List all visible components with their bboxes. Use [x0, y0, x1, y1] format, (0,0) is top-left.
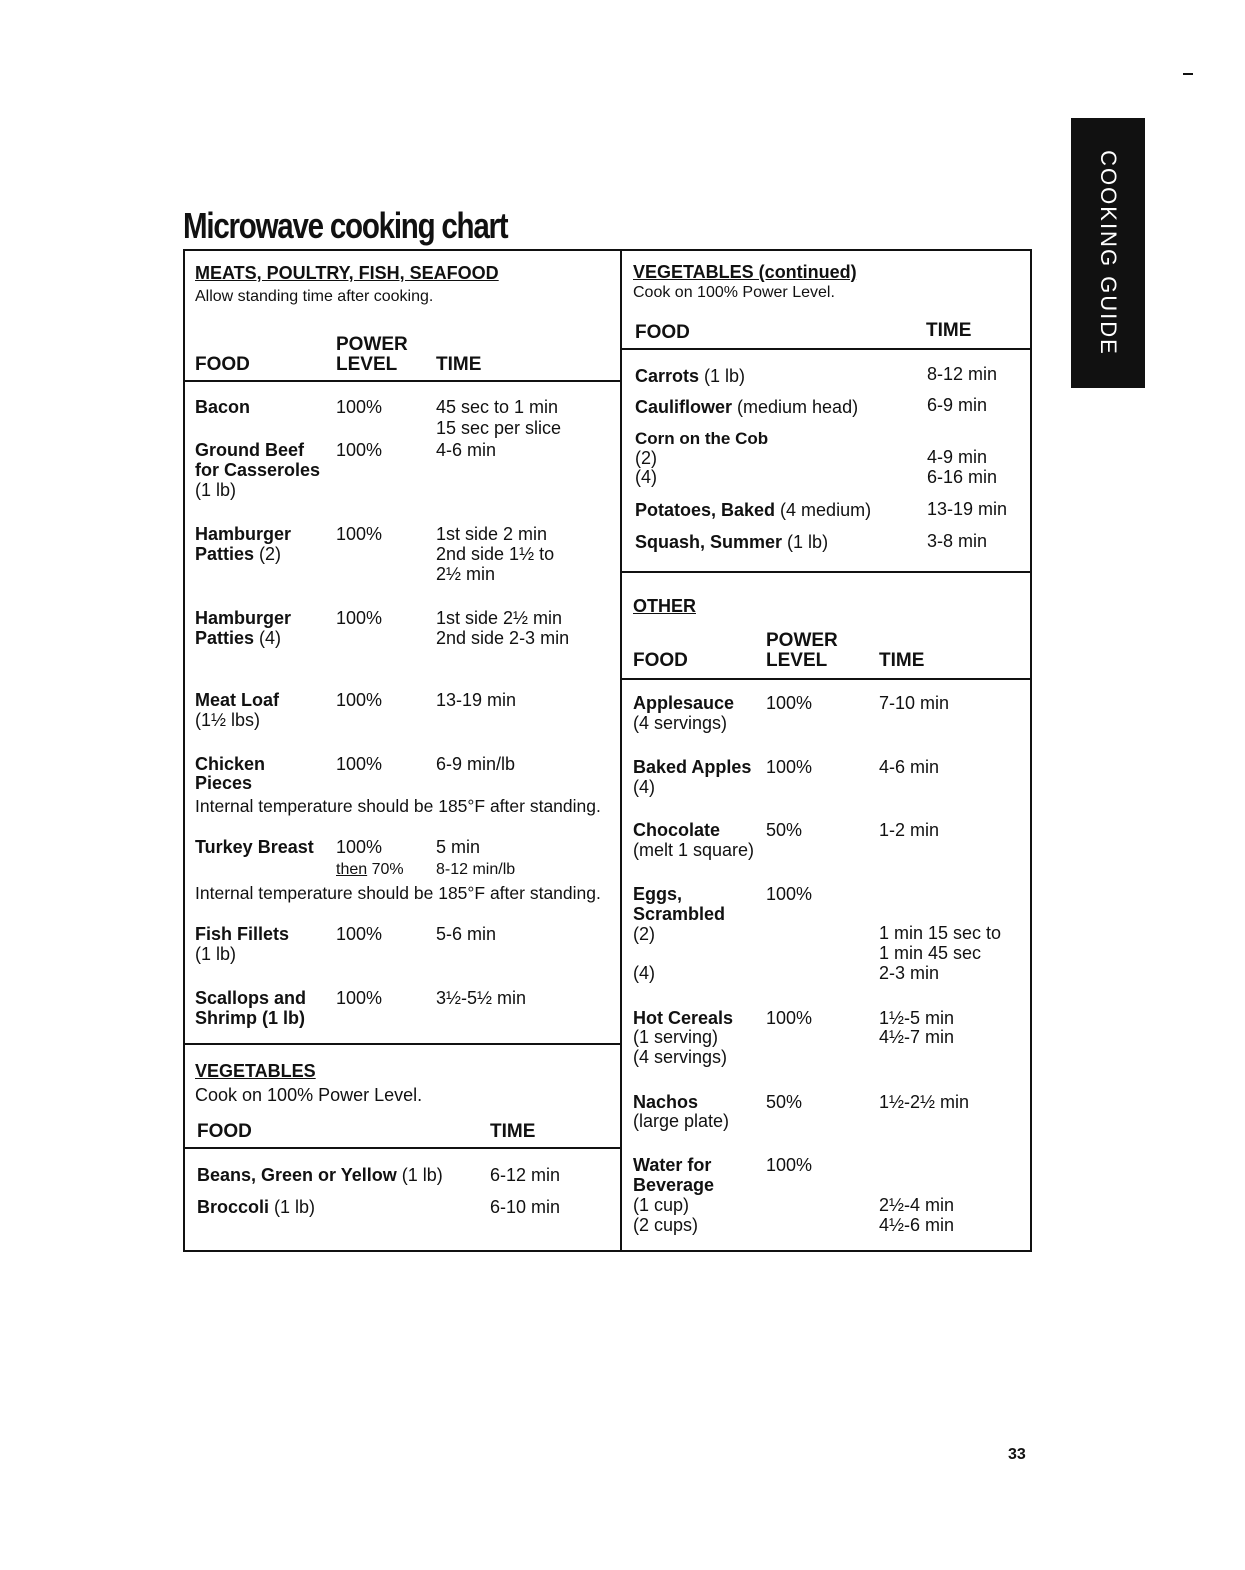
cook-time: 6-10 min: [490, 1197, 561, 1217]
cook-time: 2nd side 2-3 min: [436, 628, 570, 648]
food-name: Beverage: [633, 1175, 715, 1195]
cook-time: 1st side 2 min: [436, 524, 548, 544]
food-name: Carrots: [635, 366, 700, 386]
food-name: Bacon: [195, 397, 251, 417]
veg-cont-header-food: FOOD: [635, 322, 690, 343]
food-qty: (4 servings): [633, 713, 728, 733]
cook-time: 3½-5½ min: [436, 988, 527, 1008]
food-name: Scallops and: [195, 988, 307, 1008]
food-qty: (1 lb): [699, 366, 746, 386]
food-qty: (2 cups): [633, 1215, 699, 1235]
vegetables-header-rule: [183, 1147, 622, 1149]
other-heading: OTHER: [633, 596, 696, 616]
power-level: 50%: [766, 1092, 803, 1112]
meats-note: Allow standing time after cooking.: [195, 288, 434, 305]
food-name: Hamburger: [195, 524, 292, 544]
power-level: 100%: [766, 884, 813, 904]
cook-time: 1-2 min: [879, 820, 940, 840]
cook-time: 2½ min: [436, 564, 496, 584]
temperature-note: Internal temperature should be 185°F after standing.: [195, 796, 601, 816]
frame-right: [1030, 249, 1032, 1252]
cook-time: 15 sec per slice: [436, 418, 562, 438]
food-qty: (2): [633, 924, 655, 944]
food-name: Broccoli: [197, 1197, 270, 1217]
food-name: Beans, Green or Yellow: [197, 1165, 397, 1185]
cook-time: 4-9 min: [927, 447, 988, 467]
cook-time: 5-6 min: [436, 924, 497, 944]
cook-time: 8-12 min: [927, 364, 998, 384]
power-level: 100%: [336, 524, 383, 544]
food-qty: (4 servings): [633, 1047, 728, 1067]
food-name: Cauliflower: [635, 397, 733, 417]
cook-time: 4-6 min: [879, 757, 940, 777]
food-qty: (large plate): [633, 1111, 730, 1131]
food-name: Potatoes, Baked: [635, 500, 776, 520]
other-header-level: LEVEL: [766, 650, 828, 671]
food-name: Shrimp (1 lb): [195, 1008, 306, 1028]
food-qty: (4): [635, 467, 657, 487]
power-level: 100%: [766, 1008, 813, 1028]
cook-time: 6-16 min: [927, 467, 998, 487]
power-level: 100%: [336, 440, 383, 460]
food-name: Patties: [195, 628, 255, 648]
cook-time: 1 min 15 sec to: [879, 923, 1002, 943]
vegetables-header-food: FOOD: [197, 1121, 252, 1142]
power-level: 100%: [766, 757, 813, 777]
meats-header-food: FOOD: [195, 354, 250, 375]
other-header-time: TIME: [879, 650, 925, 671]
food-qty: (1 lb): [195, 480, 237, 500]
food-name: Nachos: [633, 1092, 699, 1112]
food-name: Baked Apples: [633, 757, 752, 777]
cook-time: 1½-5 min: [879, 1008, 955, 1028]
food-name: for Casseroles: [195, 460, 321, 480]
other-header-food: FOOD: [633, 650, 688, 671]
cook-time: 13-19 min: [436, 690, 517, 710]
food-qty: (2): [635, 448, 657, 468]
other-top-rule: [620, 571, 1032, 573]
page-title: Microwave cooking chart: [183, 205, 508, 246]
cook-time: 6-12 min: [490, 1165, 561, 1185]
food-name: Scrambled: [633, 904, 726, 924]
food-qty: (1 lb): [782, 532, 829, 552]
power-level: 50%: [766, 820, 803, 840]
food-name: Chocolate: [633, 820, 721, 840]
food-qty: (melt 1 square): [633, 840, 755, 860]
food-qty: (4): [259, 628, 282, 648]
cook-time: 4-6 min: [436, 440, 497, 460]
power-level: 100%: [336, 608, 383, 628]
food-name: Chicken: [195, 754, 266, 774]
power-level: 100%: [336, 754, 383, 774]
frame-center: [620, 249, 622, 1252]
meats-heading: MEATS, POULTRY, FISH, SEAFOOD: [195, 263, 499, 283]
cook-time: 5 min: [436, 837, 481, 857]
meats-header-rule: [183, 380, 622, 382]
food-qty: (1 cup): [633, 1195, 690, 1215]
frame-left: [183, 249, 185, 1252]
frame-top: [183, 249, 1032, 251]
food-qty: (4): [633, 963, 655, 983]
food-name: Turkey Breast: [195, 837, 314, 857]
cook-time: 4½-6 min: [879, 1215, 955, 1235]
cook-time: 13-19 min: [927, 499, 1008, 519]
cook-time: 1st side 2½ min: [436, 608, 563, 628]
cook-time: 3-8 min: [927, 531, 988, 551]
power-level: 100%: [766, 1155, 813, 1175]
vegetables-heading: VEGETABLES: [195, 1061, 316, 1081]
cook-time: 2-3 min: [879, 963, 940, 983]
cook-time: 8-12 min/lb: [436, 861, 516, 878]
cook-time: 6-9 min: [927, 395, 988, 415]
food-qty: (1½ lbs): [195, 710, 261, 730]
temperature-note: Internal temperature should be 185°F after standing.: [195, 883, 601, 903]
power-level: 100%: [766, 693, 813, 713]
vegetables-top-rule: [183, 1043, 622, 1045]
cook-time: 1½-2½ min: [879, 1092, 970, 1112]
veg-cont-header-rule: [620, 348, 1032, 350]
food-name: Fish Fillets: [195, 924, 290, 944]
food-qty: (4 medium): [775, 500, 872, 520]
food-qty: (medium head): [732, 397, 859, 417]
food-name: Corn on the Cob: [635, 429, 769, 448]
frame-bottom: [183, 1250, 1032, 1252]
food-name: Squash, Summer: [635, 532, 783, 552]
vegetables-note: Cook on 100% Power Level.: [195, 1085, 423, 1105]
page-mark: [1183, 73, 1193, 75]
meats-header-power: POWER: [336, 334, 408, 355]
power-level: 100%: [336, 837, 383, 857]
food-name: Eggs,: [633, 884, 683, 904]
cook-time: 45 sec to 1 min: [436, 397, 559, 417]
cook-time: 7-10 min: [879, 693, 950, 713]
cook-time: 2½-4 min: [879, 1195, 955, 1215]
food-name: Water for: [633, 1155, 712, 1175]
power-level: 100%: [336, 690, 383, 710]
food-name: Ground Beef: [195, 440, 305, 460]
cook-time: 4½-7 min: [879, 1027, 955, 1047]
cook-time: 2nd side 1½ to: [436, 544, 555, 564]
food-qty: (1 lb): [195, 944, 237, 964]
food-name: Meat Loaf: [195, 690, 280, 710]
power-level: 70%: [371, 861, 404, 878]
other-header-rule: [620, 678, 1032, 680]
power-level: 100%: [336, 397, 383, 417]
food-name: Hamburger: [195, 608, 292, 628]
food-name: Pieces: [195, 773, 253, 793]
food-qty: (1 serving): [633, 1027, 719, 1047]
meats-header-level: LEVEL: [336, 354, 398, 375]
food-qty: (1 lb): [269, 1197, 316, 1217]
food-name: Applesauce: [633, 693, 735, 713]
section-tab-label: COOKING GUIDE: [1096, 150, 1121, 356]
page-number: 33: [1008, 1446, 1026, 1463]
other-header-power: POWER: [766, 630, 838, 651]
food-name: Patties: [195, 544, 255, 564]
vegetables-header-time: TIME: [490, 1121, 536, 1142]
then-label: then: [336, 861, 368, 878]
section-tab: [1071, 118, 1145, 388]
food-qty: (4): [633, 777, 655, 797]
food-qty: (2): [259, 544, 282, 564]
veg-cont-note: Cook on 100% Power Level.: [633, 284, 835, 301]
power-level: 100%: [336, 988, 383, 1008]
food-qty: (1 lb): [396, 1165, 443, 1185]
veg-cont-heading: VEGETABLES (continued): [633, 262, 857, 282]
food-name: Hot Cereals: [633, 1008, 734, 1028]
cook-time: 1 min 45 sec: [879, 943, 982, 963]
veg-cont-header-time: TIME: [926, 320, 972, 341]
meats-header-time: TIME: [436, 354, 482, 375]
power-level: 100%: [336, 924, 383, 944]
cook-time: 6-9 min/lb: [436, 754, 516, 774]
